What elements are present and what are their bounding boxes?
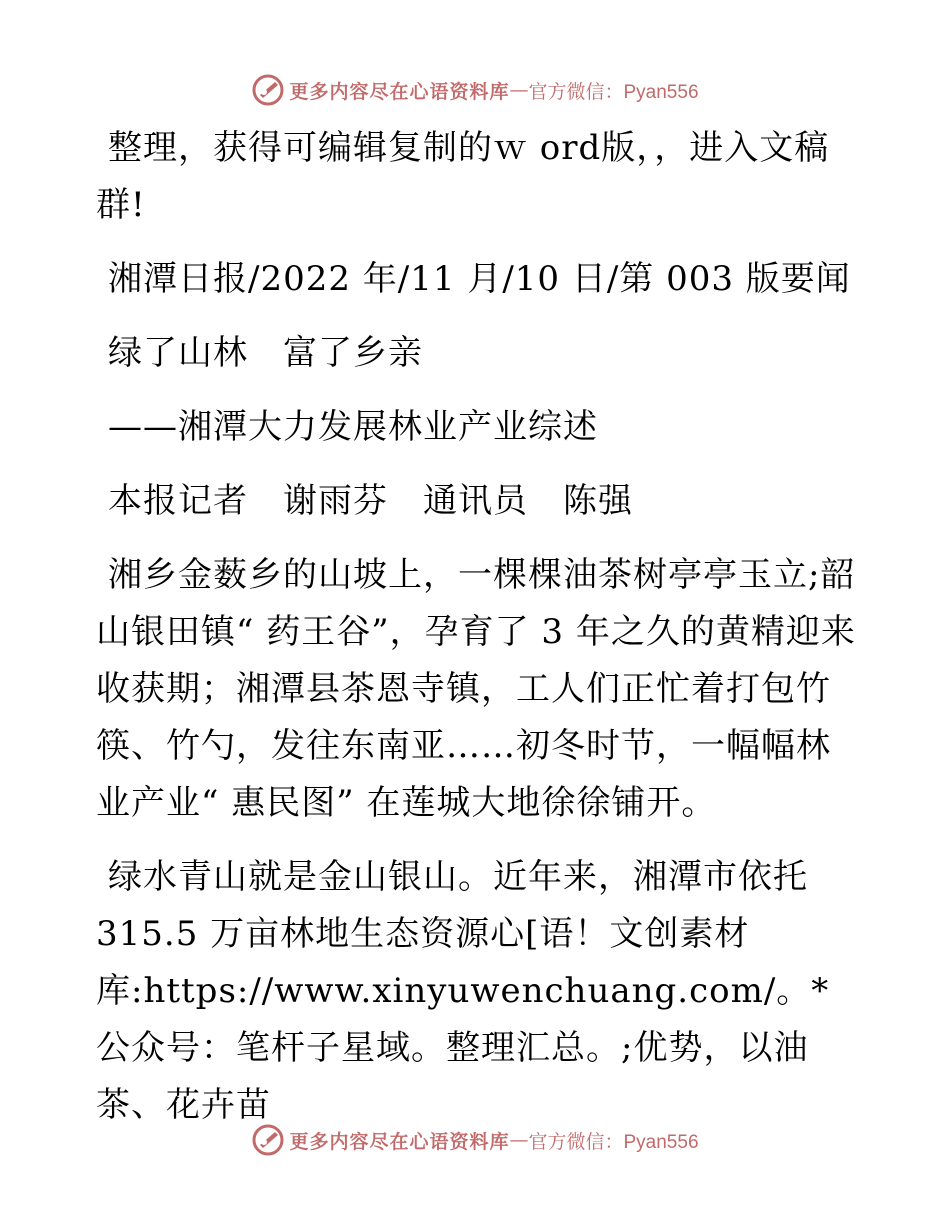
watermark-contact: 官方微信：Pyan556	[528, 81, 699, 103]
body-paragraph-1: 湘乡金薮乡的山坡上，一棵棵油茶树亭亭玉立;韶山银田镇“ 药王谷”，孕育了 3 年之久的黄精迎来收获期；湘潭县茶恩寺镇，工人们正忙着打包竹筷、竹勺，发往东南亚……初冬时节，一幅幅林业产业“ 惠民图” 在莲城大地徐徐铺开。	[96, 555, 856, 823]
article-title: 绿了山林 富了乡亲	[108, 333, 423, 373]
watermark-banner-top	[0, 70, 950, 110]
watermark-logo-icon	[251, 1123, 285, 1157]
source-line: 湘潭日报/2022 年/11 月/10 日/第 003 版要闻	[108, 259, 851, 299]
watermark-text: 更多内容尽在心语资料库	[289, 80, 510, 103]
article-subtitle: ——湘潭大力发展林业产业综述	[108, 407, 598, 447]
watermark-logo-icon	[251, 73, 285, 107]
watermark-separator: —	[509, 79, 529, 101]
byline: 本报记者 谢雨芬 通讯员 陈强	[108, 481, 633, 521]
intro-text: 整理，获得可编辑复制的ｗ ord版，，进入文稿群!	[96, 128, 830, 225]
watermark-separator: —	[509, 1129, 529, 1151]
watermark-banner-bottom	[0, 1120, 950, 1160]
watermark-text: 更多内容尽在心语资料库	[289, 1130, 510, 1153]
watermark-contact: 官方微信：Pyan556	[528, 1131, 699, 1153]
document-body	[96, 120, 856, 1134]
body-paragraph-2: 绿水青山就是金山银山。近年来，湘潭市依托315.5 万亩林地生态资源心[语！文创素材库:https://www.xinyuwenchuang.com/。*公众号：笔杆子星域。整理汇总。;优势，以油茶、花卉苗	[96, 857, 830, 1125]
